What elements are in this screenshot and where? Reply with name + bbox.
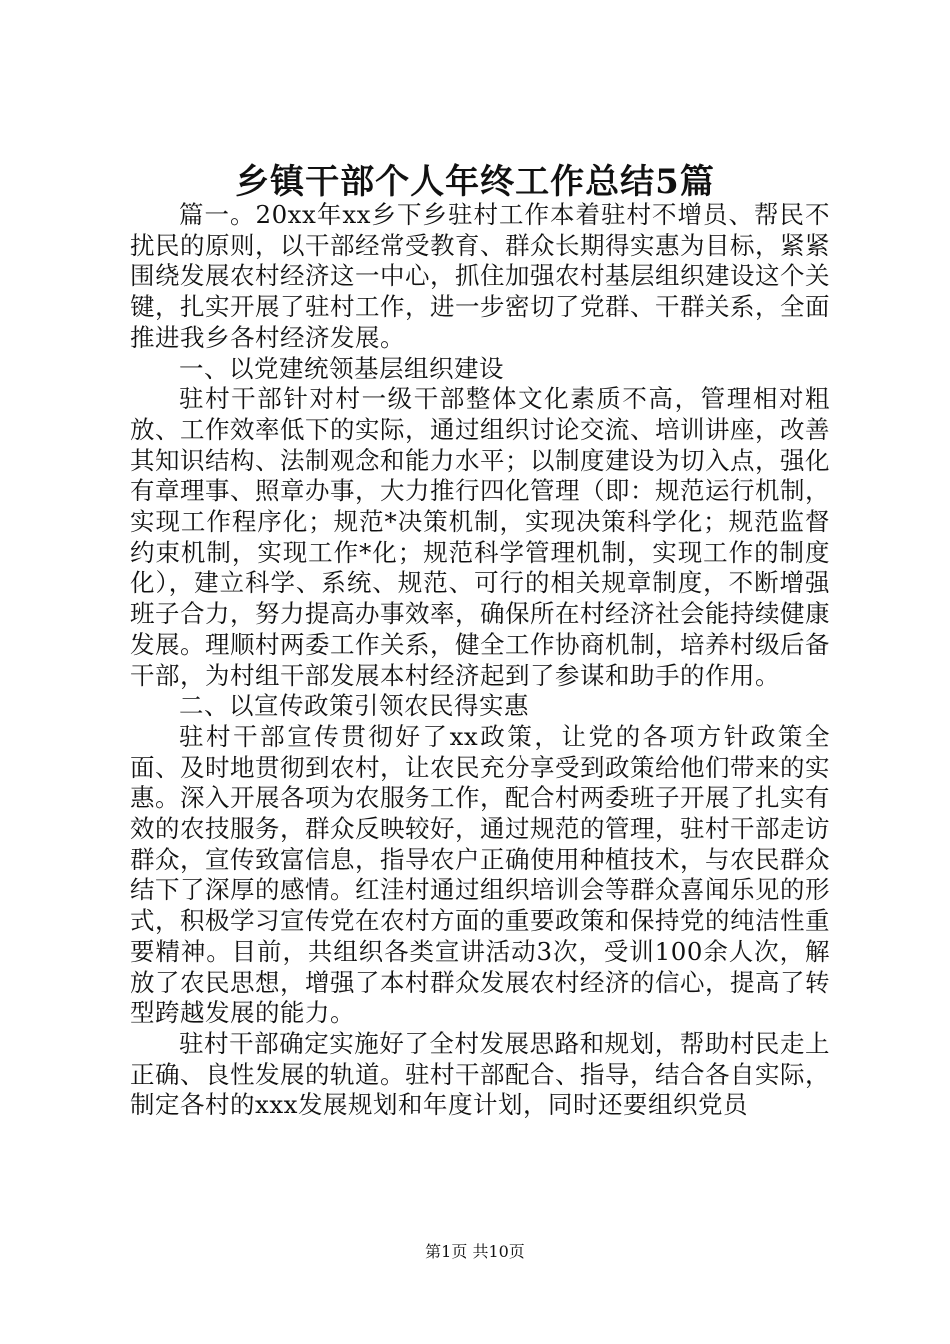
document-title: 乡镇干部个人年终工作总结5篇 [235, 162, 715, 202]
section-1-paragraph: 驻村干部针对村一级干部整体文化素质不高，管理相对粗放、工作效率低下的实际，通过组织讨论交流、培训讲座，改善其知识结构、法制观念和能力水平；以制度建设为切入点，强化有章理事、照章办事，大力推行四化管理（即：规范运行机制，实现工作程序化；规范*决策机制，实现决策科学化；规范监督约束机制，实现工作*化；规范科学管理机制，实现工作的制度化），建立科学、系统、规范、可行的相关规章制度，不断增强班子合力，努力提高办事效率，确保所在村经济社会能持续健康发展。理顺村两委工作关系，健全工作协商机制，培养村级后备干部，为村组干部发展本村经济起到了参谋和助手的作用。 [130, 384, 830, 690]
document-body [130, 200, 830, 1121]
section-heading-1: 一、以党建统领基层组织建设 [179, 353, 504, 383]
section-2-paragraph-2: 驻村干部确定实施好了全村发展思路和规划，帮助村民走上正确、良性发展的轨道。驻村干部配合、指导，结合各自实际，制定各村的xxx发展规划和年度计划，同时还要组织党员 [130, 1028, 830, 1120]
section-2-paragraph-1: 驻村干部宣传贯彻好了xx政策，让党的各项方针政策全面、及时地贯彻到农村，让农民充分享受到政策给他们带来的实惠。深入开展各项为农服务工作，配合村两委班子开展了扎实有效的农技服务，群众反映较好，通过规范的管理，驻村干部走访群众，宣传致富信息，指导农户正确使用种植技术，与农民群众结下了深厚的感情。红洼村通过组织培训会等群众喜闻乐见的形式，积极学习宣传党在农村方面的重要政策和保持党的纯洁性重要精神。目前，共组织各类宣讲活动3次，受训100余人次，解放了农民思想，增强了本村群众发展农村经济的信心，提高了转型跨越发展的能力。 [130, 721, 830, 1028]
section-heading-2: 二、以宣传政策引领农民得实惠 [179, 691, 529, 721]
intro-paragraph: 篇一。20xx年xx乡下乡驻村工作本着驻村不增员、帮民不扰民的原则，以干部经常受教育、群众长期得实惠为目标，紧紧围绕发展农村经济这一中心，抓住加强农村基层组织建设这个关键，扎实开展了驻村工作，进一步密切了党群、干群关系，全面推进我乡各村经济发展。 [130, 200, 830, 352]
page-number-footer: 第1页 共10页 [425, 1242, 525, 1261]
